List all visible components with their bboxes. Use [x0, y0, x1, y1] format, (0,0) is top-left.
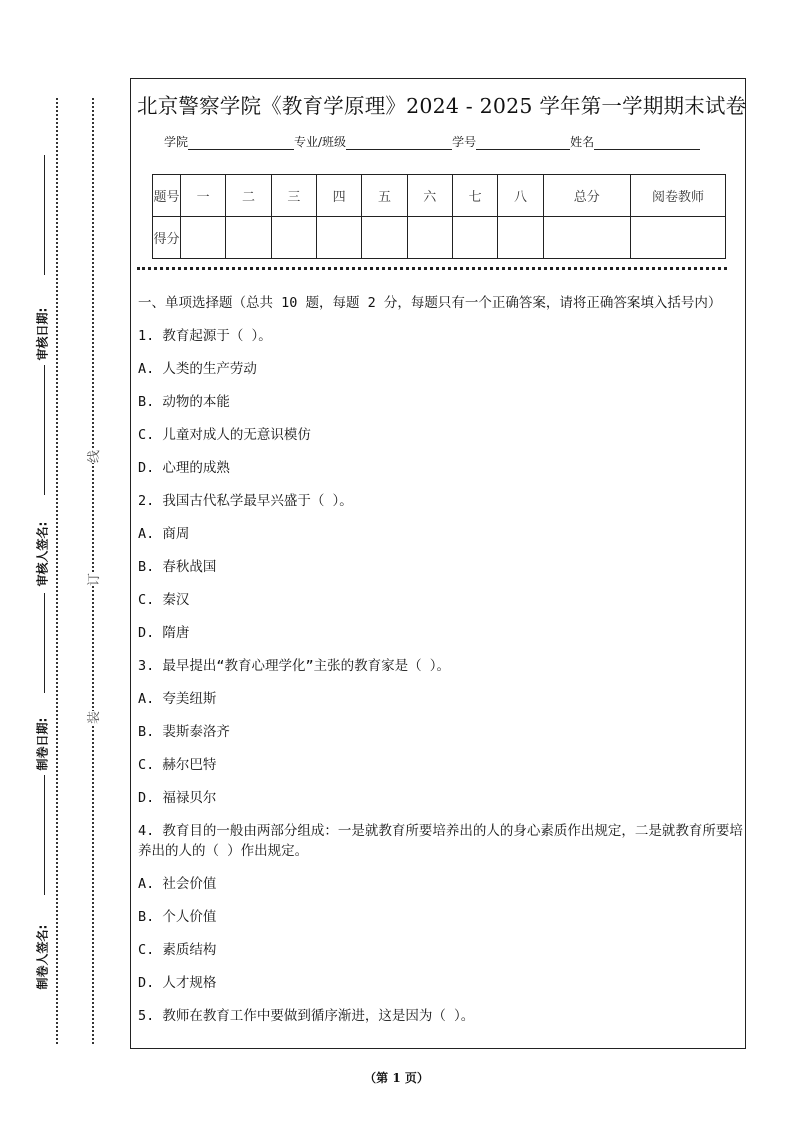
- table-row: [153, 217, 726, 259]
- student-id-blank[interactable]: [476, 136, 570, 150]
- college-blank[interactable]: [188, 136, 294, 150]
- signature-line: [44, 365, 45, 495]
- field-label-name: 姓名: [570, 135, 595, 149]
- score-cell[interactable]: [271, 217, 316, 259]
- question-stem: 4. 教育目的一般由两部分组成：一是就教育所要培养出的人的身心素质作出规定，二是就教育所要培养出的人的（ ）作出规定。: [138, 823, 743, 859]
- divider: [137, 267, 727, 270]
- answer-option: C. 儿童对成人的无意识模仿: [138, 427, 311, 443]
- page-number: （第 1 页）: [364, 1071, 429, 1085]
- answer-option: D. 人才规格: [138, 975, 217, 991]
- table-cell: 二: [226, 175, 271, 217]
- question-stem: 1. 教育起源于（ ）。: [138, 328, 272, 344]
- table-cell: 五: [362, 175, 407, 217]
- question-stem: 5. 教师在教育工作中要做到循序渐进，这是因为（ ）。: [138, 1008, 475, 1024]
- table-cell: 四: [316, 175, 361, 217]
- field-label-college: 学院: [164, 135, 189, 149]
- answer-option: D. 心理的成熟: [138, 460, 230, 476]
- signature-line: [44, 775, 45, 895]
- table-cell: 三: [271, 175, 316, 217]
- score-cell[interactable]: [452, 217, 497, 259]
- answer-option: C. 秦汉: [138, 592, 190, 608]
- answer-option: B. 春秋战国: [138, 559, 217, 575]
- score-cell[interactable]: [362, 217, 407, 259]
- question-list: [138, 293, 743, 1039]
- table-row: [153, 175, 726, 217]
- field-label-student-id: 学号: [452, 135, 477, 149]
- question-stem: 2. 我国古代私学最早兴盛于（ ）。: [138, 493, 353, 509]
- score-cell[interactable]: [316, 217, 361, 259]
- table-cell: 题号: [153, 175, 181, 217]
- answer-option: A. 社会价值: [138, 876, 217, 892]
- table-cell: 六: [407, 175, 452, 217]
- reviewer-signature-label: 审核人签名:: [35, 521, 50, 587]
- field-label-major-class: 专业/班级: [294, 135, 347, 149]
- table-cell: 八: [498, 175, 543, 217]
- table-cell: 七: [452, 175, 497, 217]
- table-cell: 一: [181, 175, 226, 217]
- answer-option: C. 赫尔巴特: [138, 757, 217, 773]
- question-stem: 3. 最早提出“教育心理学化”主张的教育家是（ ）。: [138, 658, 451, 674]
- review-date-label: 审核日期:: [35, 307, 50, 361]
- score-cell[interactable]: [181, 217, 226, 259]
- student-info: [164, 133, 700, 150]
- answer-option: B. 个人价值: [138, 909, 217, 925]
- score-cell[interactable]: [498, 217, 543, 259]
- score-cell[interactable]: [543, 217, 630, 259]
- cut-line: [56, 98, 58, 1044]
- signature-line: [44, 155, 45, 275]
- score-table: [152, 174, 726, 259]
- table-cell: 总分: [543, 175, 630, 217]
- signature-line: [44, 593, 45, 693]
- section-heading: 一、单项选择题（总共 10 题，每题 2 分，每题只有一个正确答案，请将正确答案填入括号内）: [138, 295, 722, 311]
- score-cell[interactable]: [226, 217, 271, 259]
- answer-option: B. 动物的本能: [138, 394, 230, 410]
- table-cell: 得分: [153, 217, 181, 259]
- binding-char-order: 订: [83, 573, 102, 586]
- answer-option: A. 人类的生产劳动: [138, 361, 257, 377]
- binding-line: [92, 98, 94, 1044]
- exam-frame: [130, 78, 746, 1049]
- paper-date-label: 制卷日期:: [35, 717, 50, 771]
- paper-maker-signature-label: 制卷人签名:: [35, 924, 50, 990]
- table-cell: 阅卷教师: [631, 175, 726, 217]
- answer-option: B. 裴斯泰洛齐: [138, 724, 230, 740]
- binding-char-line: 线: [83, 450, 102, 463]
- answer-option: C. 素质结构: [138, 942, 217, 958]
- score-cell[interactable]: [631, 217, 726, 259]
- answer-option: A. 夸美纽斯: [138, 691, 217, 707]
- major-class-blank[interactable]: [346, 136, 452, 150]
- score-cell[interactable]: [407, 217, 452, 259]
- answer-option: D. 隋唐: [138, 625, 190, 641]
- exam-title: 北京警察学院《教育学原理》2024 - 2025 学年第一学期期末试卷: [137, 94, 747, 118]
- answer-option: A. 商周: [138, 526, 190, 542]
- binding-char-bind: 装: [83, 711, 102, 724]
- answer-option: D. 福禄贝尔: [138, 790, 217, 806]
- name-blank[interactable]: [594, 136, 700, 150]
